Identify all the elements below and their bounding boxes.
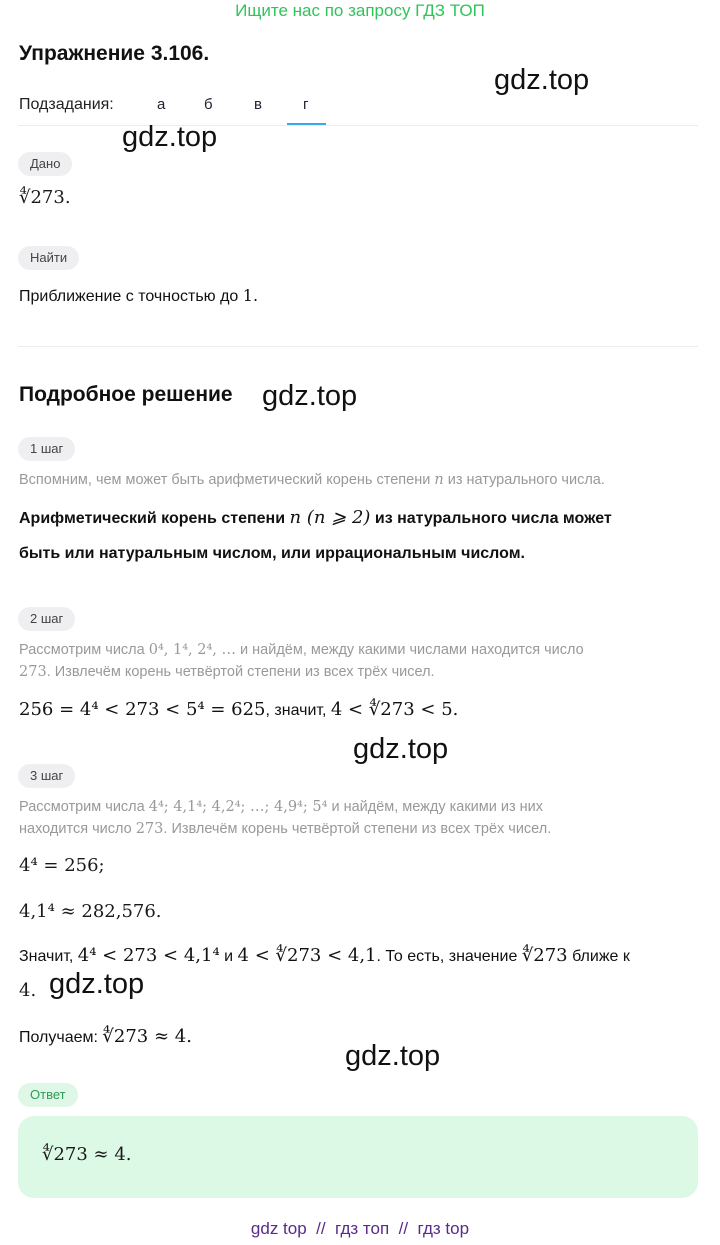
- math: ∜273: [521, 945, 568, 966]
- search-banner[interactable]: Ищите нас по запросу ГДЗ ТОП: [235, 1, 485, 20]
- find-text: [19, 285, 258, 308]
- given-expression: ∜273.: [19, 187, 71, 208]
- math: 4⁴ < 273 < 4,1⁴: [77, 945, 220, 966]
- hint-math: 273: [19, 664, 47, 680]
- text: Получаем:: [19, 1029, 98, 1046]
- hint-math: 0⁴, 1⁴, 2⁴, …: [148, 642, 237, 658]
- hint-var: n: [434, 472, 444, 488]
- math: 4 < ∜273 < 5.: [330, 699, 459, 720]
- footer-link-gdz-top[interactable]: gdz top: [250, 1219, 307, 1238]
- hint-text: Рассмотрим числа: [19, 642, 145, 658]
- footer-links: [0, 1219, 720, 1239]
- subtasks-label: Подзадания:: [19, 96, 114, 113]
- given-chip: Дано: [18, 152, 72, 176]
- step-1-chip: 1 шаг: [18, 437, 75, 461]
- step-2-chip: 2 шаг: [18, 607, 75, 631]
- step-3-eq2: 4,1⁴ ≈ 282,576.: [19, 901, 162, 922]
- math: 256 = 4⁴ < 273 < 5⁴ = 625: [19, 699, 266, 720]
- watermark: gdz.top: [49, 968, 145, 1000]
- tabs-divider: [18, 125, 698, 126]
- text: из натурального числа может: [374, 510, 612, 527]
- find-value: 1.: [242, 286, 259, 305]
- tab-v[interactable]: в: [254, 96, 262, 113]
- find-chip: Найти: [18, 246, 79, 270]
- math: n (n ⩾ 2): [289, 507, 371, 528]
- step-3-chip: 3 шаг: [18, 764, 75, 788]
- answer-chip: Ответ: [18, 1083, 78, 1107]
- exercise-title: Упражнение 3.106.: [19, 42, 210, 65]
- hint-text: находится число: [19, 821, 132, 837]
- step-3-result: [19, 1026, 192, 1049]
- watermark: gdz.top: [345, 1040, 441, 1072]
- hint-text: Вспомним, чем может быть арифметический корень степени: [19, 472, 431, 488]
- footer-separator: //: [316, 1219, 326, 1238]
- footer-link-gdz-top-mixed[interactable]: гдз top: [417, 1219, 470, 1238]
- watermark: gdz.top: [122, 121, 218, 153]
- hint-math: 4⁴; 4,1⁴; 4,2⁴; …; 4,9⁴; 5⁴: [148, 799, 328, 815]
- find-label: Приближение с точностью до: [19, 288, 239, 305]
- text: Арифметический корень степени: [19, 510, 286, 527]
- hint-text: и найдём, между какими числами находится число: [240, 642, 584, 658]
- math: ∜273 ≈ 4.: [102, 1026, 192, 1047]
- step-2-hint: [19, 639, 709, 683]
- hint-text: и найдём, между какими из них: [331, 799, 543, 815]
- step-3-conclusion: [19, 945, 709, 968]
- solution-title: Подробное решение: [19, 383, 233, 406]
- step-1-line1: [19, 507, 612, 530]
- active-tab-indicator: [287, 123, 326, 125]
- watermark: gdz.top: [353, 733, 449, 765]
- step-3-eq1: 4⁴ = 256;: [19, 855, 105, 876]
- answer-expression: ∜273 ≈ 4.: [42, 1144, 132, 1165]
- hint-text: из натурального числа.: [447, 472, 605, 488]
- watermark: gdz.top: [262, 380, 358, 412]
- text: , значит,: [265, 702, 327, 719]
- section-divider: [18, 346, 698, 347]
- tab-g[interactable]: г: [303, 96, 309, 113]
- hint-text: Рассмотрим числа: [19, 799, 145, 815]
- hint-math: 273: [135, 821, 164, 837]
- hint-text: . Извлечём корень четвёртой степени из всех трёх чисел.: [46, 664, 435, 680]
- step-2-equation: [19, 699, 458, 722]
- text: . То есть, значение: [376, 948, 518, 965]
- text: и: [224, 948, 234, 965]
- step-3-conclusion-end: 4.: [19, 980, 37, 1001]
- step-1-line2: быть или натуральным числом, или иррациональным числом.: [19, 545, 525, 562]
- text: Значит,: [19, 948, 74, 965]
- watermark: gdz.top: [494, 64, 590, 96]
- tab-a[interactable]: а: [157, 96, 166, 113]
- step-1-hint: [19, 469, 605, 491]
- step-3-hint: [19, 796, 709, 840]
- tab-b[interactable]: б: [204, 96, 213, 113]
- footer-link-gdz-top-ru[interactable]: гдз топ: [335, 1219, 390, 1238]
- math: 4 < ∜273 < 4,1: [237, 945, 377, 966]
- footer-separator: //: [398, 1219, 409, 1238]
- text: ближе к: [572, 948, 630, 965]
- hint-text: . Извлечём корень четвёртой степени из всех трёх чисел.: [163, 821, 552, 837]
